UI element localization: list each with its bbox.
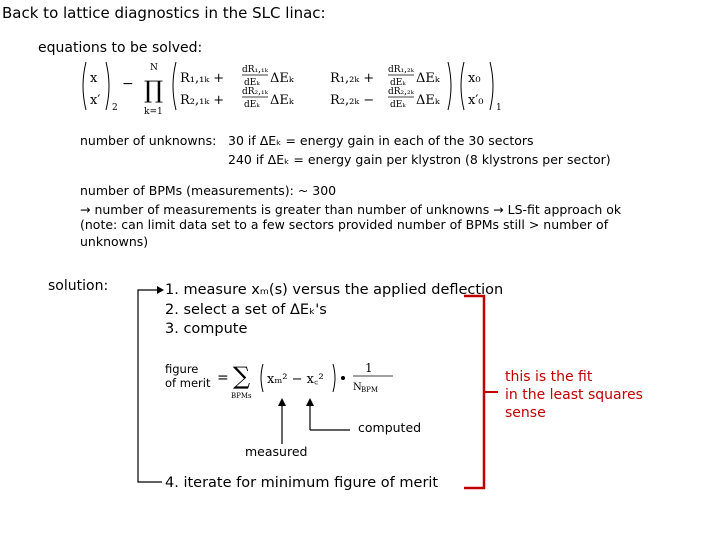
svg-text:∑: ∑: [233, 362, 251, 390]
bpms-line-4: unknowns): [80, 234, 149, 249]
svg-text:R₁,₂ₖ +: R₁,₂ₖ +: [330, 71, 375, 86]
svg-text:x′₀: x′₀: [468, 93, 484, 108]
svg-text:ΔEₖ: ΔEₖ: [416, 71, 440, 86]
equations-label: equations to be solved:: [38, 40, 203, 56]
svg-text:dEₖ: dEₖ: [244, 78, 260, 88]
svg-text:BPMs: BPMs: [231, 392, 252, 400]
svg-text:N: N: [353, 382, 362, 393]
svg-text:BPM: BPM: [361, 386, 379, 394]
matrix-equation: [78, 58, 548, 116]
svg-text:ΔEₖ: ΔEₖ: [416, 93, 440, 108]
svg-text:ΔEₖ: ΔEₖ: [270, 93, 294, 108]
svg-text:x: x: [90, 71, 98, 86]
svg-text:dR₂,₂ₖ: dR₂,₂ₖ: [388, 87, 414, 97]
solution-step-3: 3. compute: [165, 321, 248, 337]
unknowns-line-2: 240 if ΔEₖ = energy gain per klystron (8 klystrons per sector): [228, 152, 611, 167]
bpms-line-2: → number of measurements is greater than number of unknowns → LS-fit approach ok: [80, 202, 622, 217]
computed-label: computed: [358, 420, 422, 435]
svg-text:dEₖ: dEₖ: [244, 100, 260, 110]
svg-text:k=1: k=1: [144, 107, 163, 116]
fit-note-line-3: sense: [505, 405, 546, 421]
svg-text:N: N: [150, 63, 158, 73]
svg-text:dR₂,₁ₖ: dR₂,₁ₖ: [242, 87, 268, 97]
slide-title: Back to lattice diagnostics in the SLC linac:: [2, 4, 326, 22]
svg-text:dR₁,₂ₖ: dR₁,₂ₖ: [388, 65, 414, 75]
svg-text:1: 1: [365, 361, 373, 375]
measured-label: measured: [245, 444, 308, 459]
solution-step-4: 4. iterate for minimum figure of merit: [165, 475, 439, 491]
fit-note-line-2: in the least squares: [505, 387, 643, 403]
svg-text:2: 2: [112, 103, 118, 113]
svg-text:R₂,₂ₖ −: R₂,₂ₖ −: [330, 93, 375, 108]
bpms-line-3: (note: can limit data set to a few sectors provided number of BPMs still > number of: [80, 217, 609, 232]
solution-step-1: 1. measure xₘ(s) versus the applied deflection: [165, 282, 504, 298]
figure-of-merit-label-1: figure: [165, 362, 199, 376]
svg-text:xₘ² − x꜀²: xₘ² − x꜀²: [267, 372, 324, 387]
svg-text:ΔEₖ: ΔEₖ: [270, 71, 294, 86]
svg-text:−: −: [122, 76, 134, 92]
bpms-line-1: number of BPMs (measurements): ~ 300: [80, 183, 337, 198]
unknowns-label: number of unknowns:: [80, 133, 217, 148]
svg-text:dR₁,₁ₖ: dR₁,₁ₖ: [242, 65, 268, 75]
svg-text:1: 1: [496, 103, 502, 113]
iteration-loop-arrow: [130, 280, 166, 490]
svg-text:R₂,₁ₖ +: R₂,₁ₖ +: [180, 93, 225, 108]
svg-text:x₀: x₀: [468, 71, 481, 86]
svg-text:dEₖ: dEₖ: [390, 78, 406, 88]
svg-text:=: =: [217, 370, 229, 386]
fit-note-line-1: this is the fit: [505, 369, 593, 385]
svg-text:x′: x′: [90, 93, 101, 108]
figure-of-merit-label-2: of merit: [165, 376, 211, 390]
unknowns-line-1: 30 if ΔEₖ = energy gain in each of the 30 sectors: [228, 133, 534, 148]
solution-label: solution:: [48, 278, 109, 294]
svg-text:dEₖ: dEₖ: [390, 100, 406, 110]
solution-step-2: 2. select a set of ΔEₖ's: [165, 302, 327, 318]
fit-bracket: [462, 294, 502, 494]
svg-text:∏: ∏: [144, 76, 164, 104]
annotation-arrows: [270, 390, 360, 450]
svg-text:R₁,₁ₖ +: R₁,₁ₖ +: [180, 71, 225, 86]
